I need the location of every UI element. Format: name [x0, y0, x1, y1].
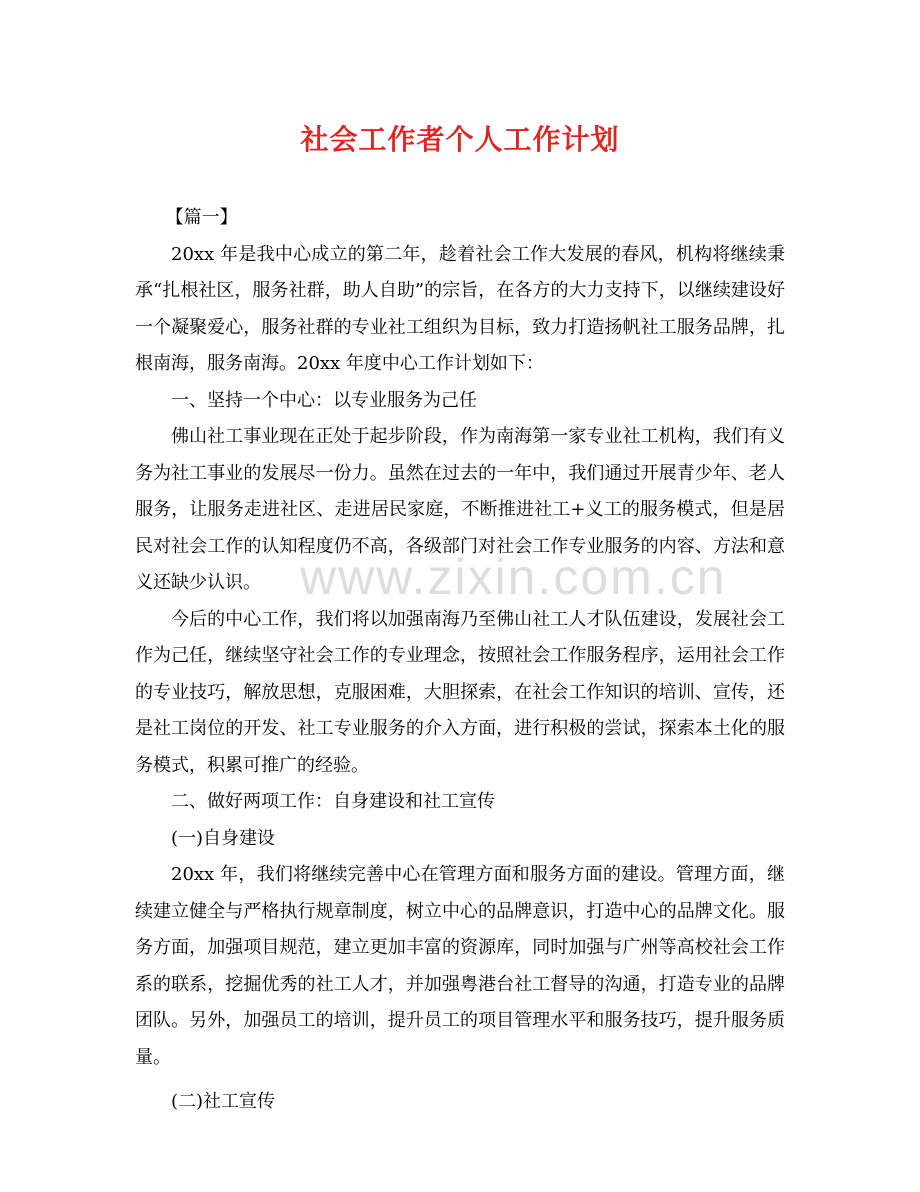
section-marker: 【篇一】	[165, 207, 238, 228]
paragraph: 今后的中心工作，我们将以加强南海乃至佛山社工人才队伍建设，发展社会工作为己任，继续坚守社会工作的专业理念，按照社会工作服务程序，运用社会工作的专业技巧，解放思想，克服困难，大胆探索，在社会工作知识的培训、宣传，还是社工岗位的开发、社工专业服务的介入方面，进行积极的尝试，探索本土化的服务模式，积累可推广的经验。	[135, 608, 785, 776]
document-title: 社会工作者个人工作计划	[300, 123, 620, 156]
subheading-1: (一)自身建设	[171, 827, 276, 849]
paragraph: 20xx 年是我中心成立的第二年，趁着社会工作大发展的春风，机构将继续秉承“扎根社区，服务社群，助人自助”的宗旨，在各方的大力支持下，以继续建设好一个凝聚爱心，服务社群的专业社工组织为目标，致力打造扬帆社工服务品牌，扎根南海，服务南海。20xx 年度中心工作计划如下：	[135, 243, 785, 374]
paragraph: 20xx 年，我们将继续完善中心在管理方面和服务方面的建设。管理方面，继续建立健全与严格执行规章制度，树立中心的品牌意识，打造中心的品牌文化。服务方面，加强项目规范，建立更加丰富的资源库，同时加强与广州等高校社会工作系的联系，挖掘优秀的社工人才，并加强粤港台社工督导的沟通，打造专业的品牌团队。另外，加强员工的培训，提升员工的项目管理水平和服务技巧，提升服务质量。	[135, 864, 785, 1068]
heading-2: 二、做好两项工作：自身建设和社工宣传	[171, 791, 495, 812]
paragraph: 佛山社工事业现在正处于起步阶段，作为南海第一家专业社工机构，我们有义务为社工事业的发展尽一份力。虽然在过去的一年中，我们通过开展青少年、老人服务，让服务走进社区、走进居民家庭，不断推进社工+义工的服务模式，但是居民对社会工作的认知程度仍不高，各级部门对社会工作专业服务的内容、方法和意义还缺少认识。	[135, 426, 785, 593]
heading-1: 一、坚持一个中心：以专业服务为己任	[171, 389, 477, 411]
document-body	[135, 200, 785, 1121]
watermark: www.zixin.com.cn	[300, 549, 727, 605]
subheading-2: (二)社工宣传	[171, 1091, 276, 1112]
